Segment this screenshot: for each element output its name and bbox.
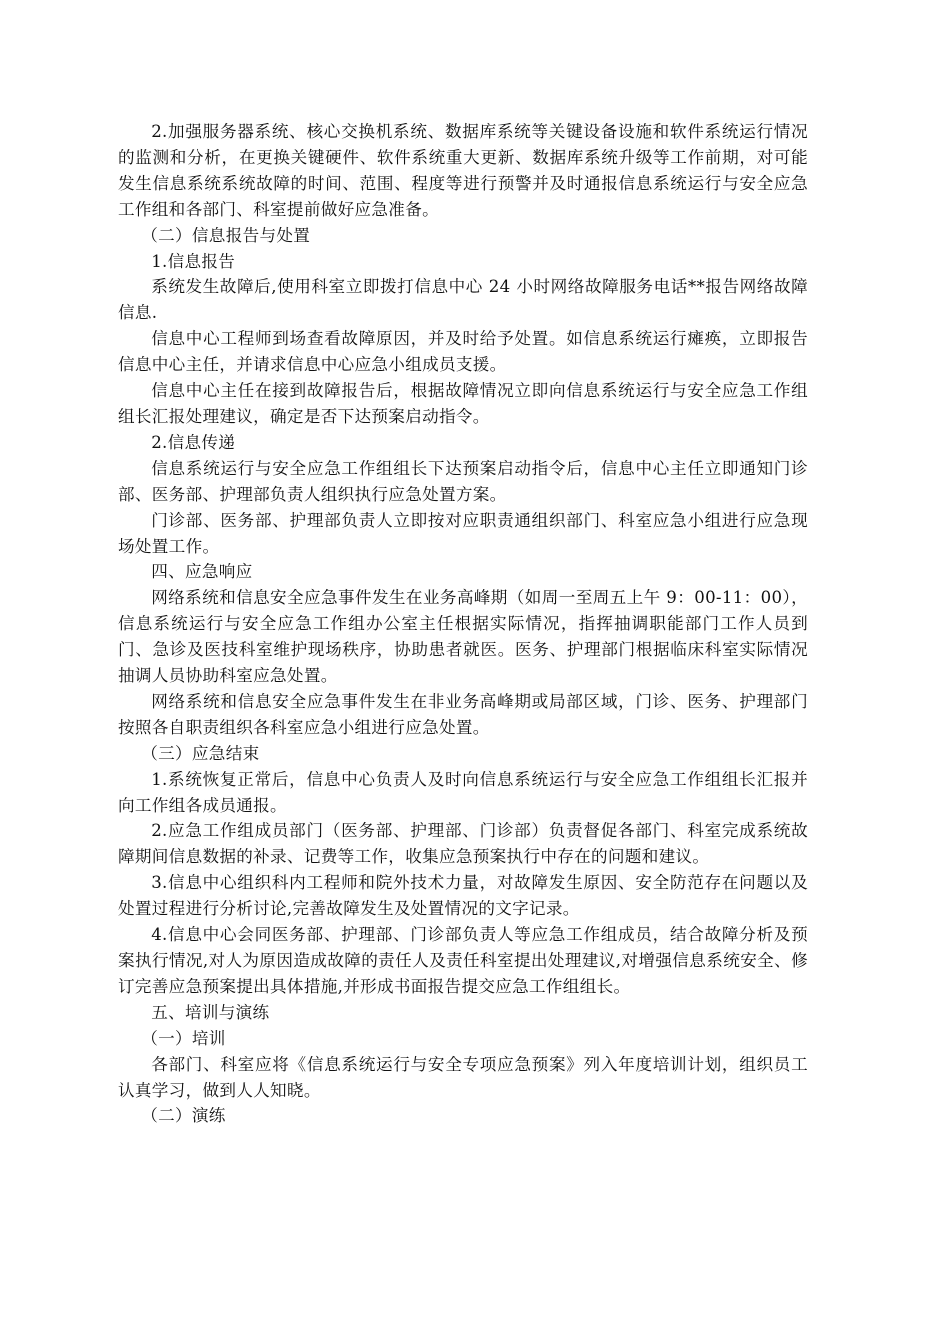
heading-info-report-handling: （二）信息报告与处置 [141, 225, 311, 245]
heading-info-transfer: 2.信息传递 [151, 432, 236, 452]
paragraph-end-3: 3.信息中心组织科内工程师和院外技术力量，对故障发生原因、安全防范存在问题以及处置过程进行分析讨论,完善故障发生及处置情况的文字记录。 [118, 873, 808, 919]
heading-training: （一）培训 [141, 1028, 226, 1048]
heading-info-report: 1.信息报告 [151, 251, 236, 271]
paragraph-end-1: 1.系统恢复正常后，信息中心负责人及时向信息系统运行与安全应急工作组组长汇报并向工作组各成员通报。 [118, 769, 808, 815]
paragraph-fault-call: 系统发生故障后,使用科室立即拨打信息中心 24 小时网络故障服务电话**报告网络故障信息. [118, 277, 808, 323]
heading-emergency-end: （三）应急结束 [141, 743, 260, 763]
paragraph-monitoring: 2.加强服务器系统、核心交换机系统、数据库系统等关键设备设施和软件系统运行情况的监测和分析，在更换关键硬件、软件系统重大更新、数据库系统升级等工作前期，对可能发生信息系统系统故障的时间、范围、程度等进行预警并及时通报信息系统运行与安全应急工作组和各部门、科室提前做好应急准备。 [118, 122, 808, 219]
paragraph-end-2: 2.应急工作组成员部门（医务部、护理部、门诊部）负责督促各部门、科室完成系统故障期间信息数据的补录、记费等工作，收集应急预案执行中存在的问题和建议。 [118, 821, 808, 867]
paragraph-training: 各部门、科室应将《信息系统运行与安全专项应急预案》列入年度培训计划，组织员工认真学习，做到人人知晓。 [118, 1054, 808, 1100]
heading-training-drill: 五、培训与演练 [151, 1002, 270, 1022]
paragraph-peak-period: 网络系统和信息安全应急事件发生在业务高峰期（如周一至周五上午 9：00-11：00），信息系统运行与安全应急工作组办公室主任根据实际情况，指挥抽调职能部门工作人员到门、急诊及医技科室维护现场秩序，协助患者就医。医务、护理部门根据临床科室实际情况抽调人员协助科室应急处置。 [118, 588, 808, 686]
heading-emergency-response: 四、应急响应 [151, 562, 253, 582]
paragraph-director-report: 信息中心主任在接到故障报告后，根据故障情况立即向信息系统运行与安全应急工作组组长汇报处理建议，确定是否下达预案启动指令。 [118, 381, 808, 426]
heading-drill: （二）演练 [141, 1106, 226, 1126]
paragraph-off-peak: 网络系统和信息安全应急事件发生在非业务高峰期或局部区域，门诊、医务、护理部门按照各自职责组织各科室应急小组进行应急处置。 [118, 691, 808, 737]
paragraph-department-action: 门诊部、医务部、护理部负责人立即按对应职责通组织部门、科室应急小组进行应急现场处置工作。 [118, 510, 808, 556]
paragraph-leader-command: 信息系统运行与安全应急工作组组长下达预案启动指令后，信息中心主任立即通知门诊部、医务部、护理部负责人组织执行应急处置方案。 [118, 458, 808, 504]
paragraph-end-4: 4.信息中心会同医务部、护理部、门诊部负责人等应急工作组成员，结合故障分析及预案执行情况,对人为原因造成故障的责任人及责任科室提出处理建议,对增强信息系统安全、修订完善应急预案提出具体措施,并形成书面报告提交应急工作组组长。 [118, 925, 808, 996]
document-page [118, 119, 808, 1129]
paragraph-engineer-onsite: 信息中心工程师到场查看故障原因，并及时给予处置。如信息系统运行瘫痪，立即报告信息中心主任，并请求信息中心应急小组成员支援。 [118, 329, 808, 375]
